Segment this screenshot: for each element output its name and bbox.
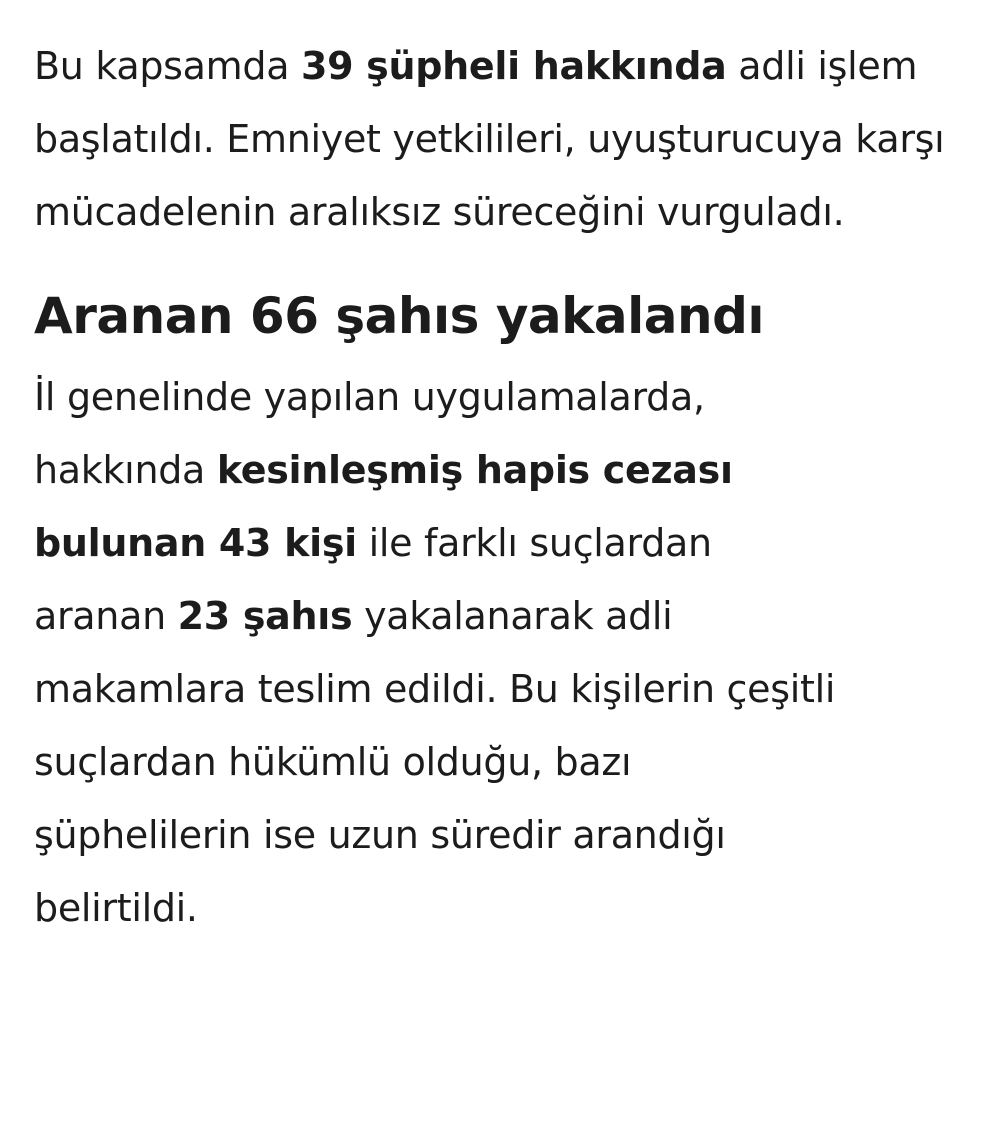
paragraph-suspects (34, 30, 964, 249)
paragraph-text: İl genelinde yapılan uygulamalarda, hakkında (34, 375, 705, 492)
paragraph-text: yakalanarak adli makamlara teslim edildi. Bu kişilerin çeşitli suçlardan hükümlü olduğu, bazı şüphelilerin ise uzun süredir arandığı belirtildi. (34, 594, 836, 930)
section-heading: Aranan 66 şahıs yakalandı (34, 287, 765, 345)
bold-suspect-count: 39 şüpheli hakkında (300, 44, 727, 88)
paragraph-arrests (34, 361, 854, 945)
paragraph-text: adli işlem başlatıldı. Emniyet yetkilileri, uyuşturucuya karşı mücadelenin aralıksız süreceğini vurguladı. (34, 44, 945, 234)
bold-sentenced-count: kesinleşmiş hapis cezası bulunan 43 kişi (34, 448, 733, 565)
paragraph-text: Bu kapsamda (34, 44, 301, 88)
bold-wanted-count: 23 şahıs (177, 594, 353, 638)
article-body (34, 30, 974, 945)
paragraph-text: ile farklı suçlardan aranan (34, 521, 712, 638)
